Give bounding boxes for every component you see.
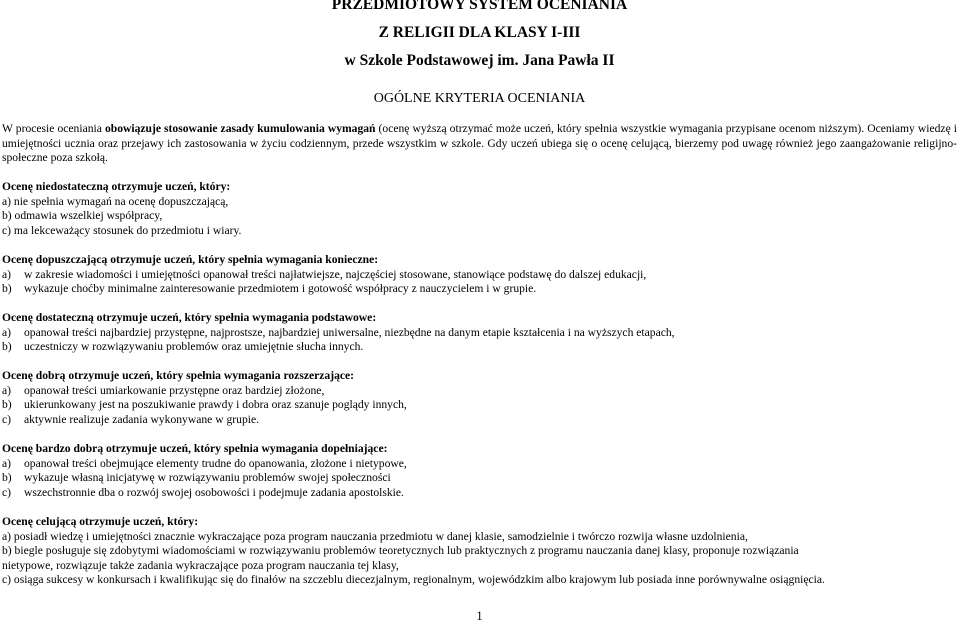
grade-dobra-heading: Ocenę dobrą otrzymuje uczeń, który spełnia wymagania rozszerzające: <box>2 369 355 382</box>
list-item-text: opanował treści najbardziej przystępne, najprostsze, najbardziej uniwersalne, niezbędne na danym etapie kształcenia i na wyższych etapach, <box>24 325 675 339</box>
grade-celujaca-heading: Ocenę celującą otrzymuje uczeń, który: <box>2 515 199 528</box>
grade-bardzo-dobra-heading: Ocenę bardzo dobrą otrzymuje uczeń, który spełnia wymagania dopełniające: <box>2 442 388 455</box>
grade-dostateczna-section <box>2 311 957 355</box>
list-item <box>2 413 957 428</box>
grade-dostateczna-heading: Ocenę dostateczną otrzymuje uczeń, który spełnia wymagania podstawowe: <box>2 311 377 324</box>
grade-niedostateczna-heading: Ocenę niedostateczną otrzymuje uczeń, który: <box>2 180 231 193</box>
list-item-text: ukierunkowany jest na poszukiwanie prawdy i dobra oraz szanuje poglądy innych, <box>24 398 407 412</box>
list-item-text: uczestniczy w rozwiązywaniu problemów oraz umiejętnie słucha innych. <box>24 340 364 354</box>
page-number: 1 <box>476 609 483 623</box>
grade-celujaca-section <box>2 515 957 588</box>
grade-niedostateczna-section <box>2 180 957 238</box>
list-item: c) ma lekceważący stosunek do przedmiotu i wiary. <box>2 223 242 237</box>
list-item: a) nie spełnia wymagań na ocenę dopuszczającą, <box>2 194 229 208</box>
section-title: OGÓLNE KRYTERIA OCENIANIA <box>373 91 586 106</box>
list-marker: a) <box>2 383 12 397</box>
list-marker: a) <box>2 267 12 281</box>
list-item <box>2 326 957 341</box>
list-marker: b) <box>2 282 12 296</box>
list-marker: a) <box>2 456 12 470</box>
list-item <box>2 384 957 399</box>
grade-dobra-section <box>2 369 957 427</box>
list-item-text: wykazuje choćby minimalne zainteresowanie przedmiotem i gotowość współpracy z nauczycielem i w grupie. <box>24 282 537 296</box>
list-item-text: wykazuje własną inicjatywę w rozwiązywaniu problemów swojej społeczności <box>24 471 391 485</box>
list-item <box>2 340 957 355</box>
grade-dopuszczajaca-heading: Ocenę dopuszczającą otrzymuje uczeń, który spełnia wymagania konieczne: <box>2 253 379 266</box>
intro-paragraph <box>2 122 957 166</box>
list-item-text: opanował treści umiarkowanie przystępne oraz bardziej złożone, <box>24 383 325 397</box>
intro-text-start: W procesie oceniania <box>2 122 105 135</box>
list-item <box>2 268 957 283</box>
list-marker: b) <box>2 471 12 485</box>
document-subtitle-class: Z RELIGII DLA KLASY I-III <box>378 24 581 41</box>
list-marker: b) <box>2 398 12 412</box>
list-item-text: opanował treści obejmujące elementy trudne do opanowania, złożone i nietypowe, <box>24 456 407 470</box>
intro-text-bold: obowiązuje stosowanie zasady kumulowania wymagań <box>104 122 376 135</box>
list-item <box>2 282 957 297</box>
document-subtitle-school: w Szkole Podstawowej im. Jana Pawła II <box>344 52 615 69</box>
list-item: c) osiąga sukcesy w konkursach i kwalifikując się do finałów na szczeblu diecezjalnym, regionalnym, wojewódzkim albo krajowym lub posiada inne porównywalne osiągnięcia. <box>2 573 825 587</box>
list-marker: b) <box>2 340 12 354</box>
list-marker: a) <box>2 325 12 339</box>
list-item <box>2 398 957 413</box>
list-item-continuation: nietypowe, rozwiązuje także zadania wykraczające poza program nauczania tej klasy, <box>2 558 399 572</box>
list-item-text: w zakresie wiadomości i umiejętności opanował treści najłatwiejsze, najczęściej stosowane, stanowiące podstawę do dalszej edukacji, <box>24 267 647 281</box>
list-item: b) odmawia wszelkiej współpracy, <box>2 209 163 223</box>
grade-dopuszczajaca-section <box>2 253 957 297</box>
list-item: a) posiadł wiedzę i umiejętności znacznie wykraczające poza program nauczania przedmiotu w danej klasie, samodzielnie i twórczo rozwija własne uzdolnienia, <box>2 529 748 543</box>
list-item <box>2 471 957 486</box>
document-title: PRZEDMIOTOWY SYSTEM OCENIANIA <box>331 0 628 13</box>
list-marker: c) <box>2 412 12 426</box>
list-item-text: aktywnie realizuje zadania wykonywane w grupie. <box>24 412 259 426</box>
list-item <box>2 486 957 501</box>
list-item: b) biegle posługuje się zdobytymi wiadomościami w rozwiązywaniu problemów teoretycznych lub praktycznych z programu nauczania danej klasy, proponuje rozwiązania <box>2 544 799 558</box>
list-item-text: wszechstronnie dba o rozwój swojej osobowości i podejmuje zadania apostolskie. <box>24 485 404 499</box>
intro-text-rest: (ocenę wyższą otrzymać może uczeń, który spełnia wszystkie wymagania przypisane ocenom niższym). Oceniamy wiedzę i umiejętności ucznia oraz przejawy ich zastosowania w życiu codziennym, przede wszystkim w szkole. Gdy uczeń ubiega się o ocenę celującą, bierzemy pod uwagę również jego zaangażowanie religijno-społeczne poza szkołą. <box>2 122 958 165</box>
list-item <box>2 457 957 472</box>
grade-bardzo-dobra-section <box>2 442 957 500</box>
list-marker: c) <box>2 485 12 499</box>
